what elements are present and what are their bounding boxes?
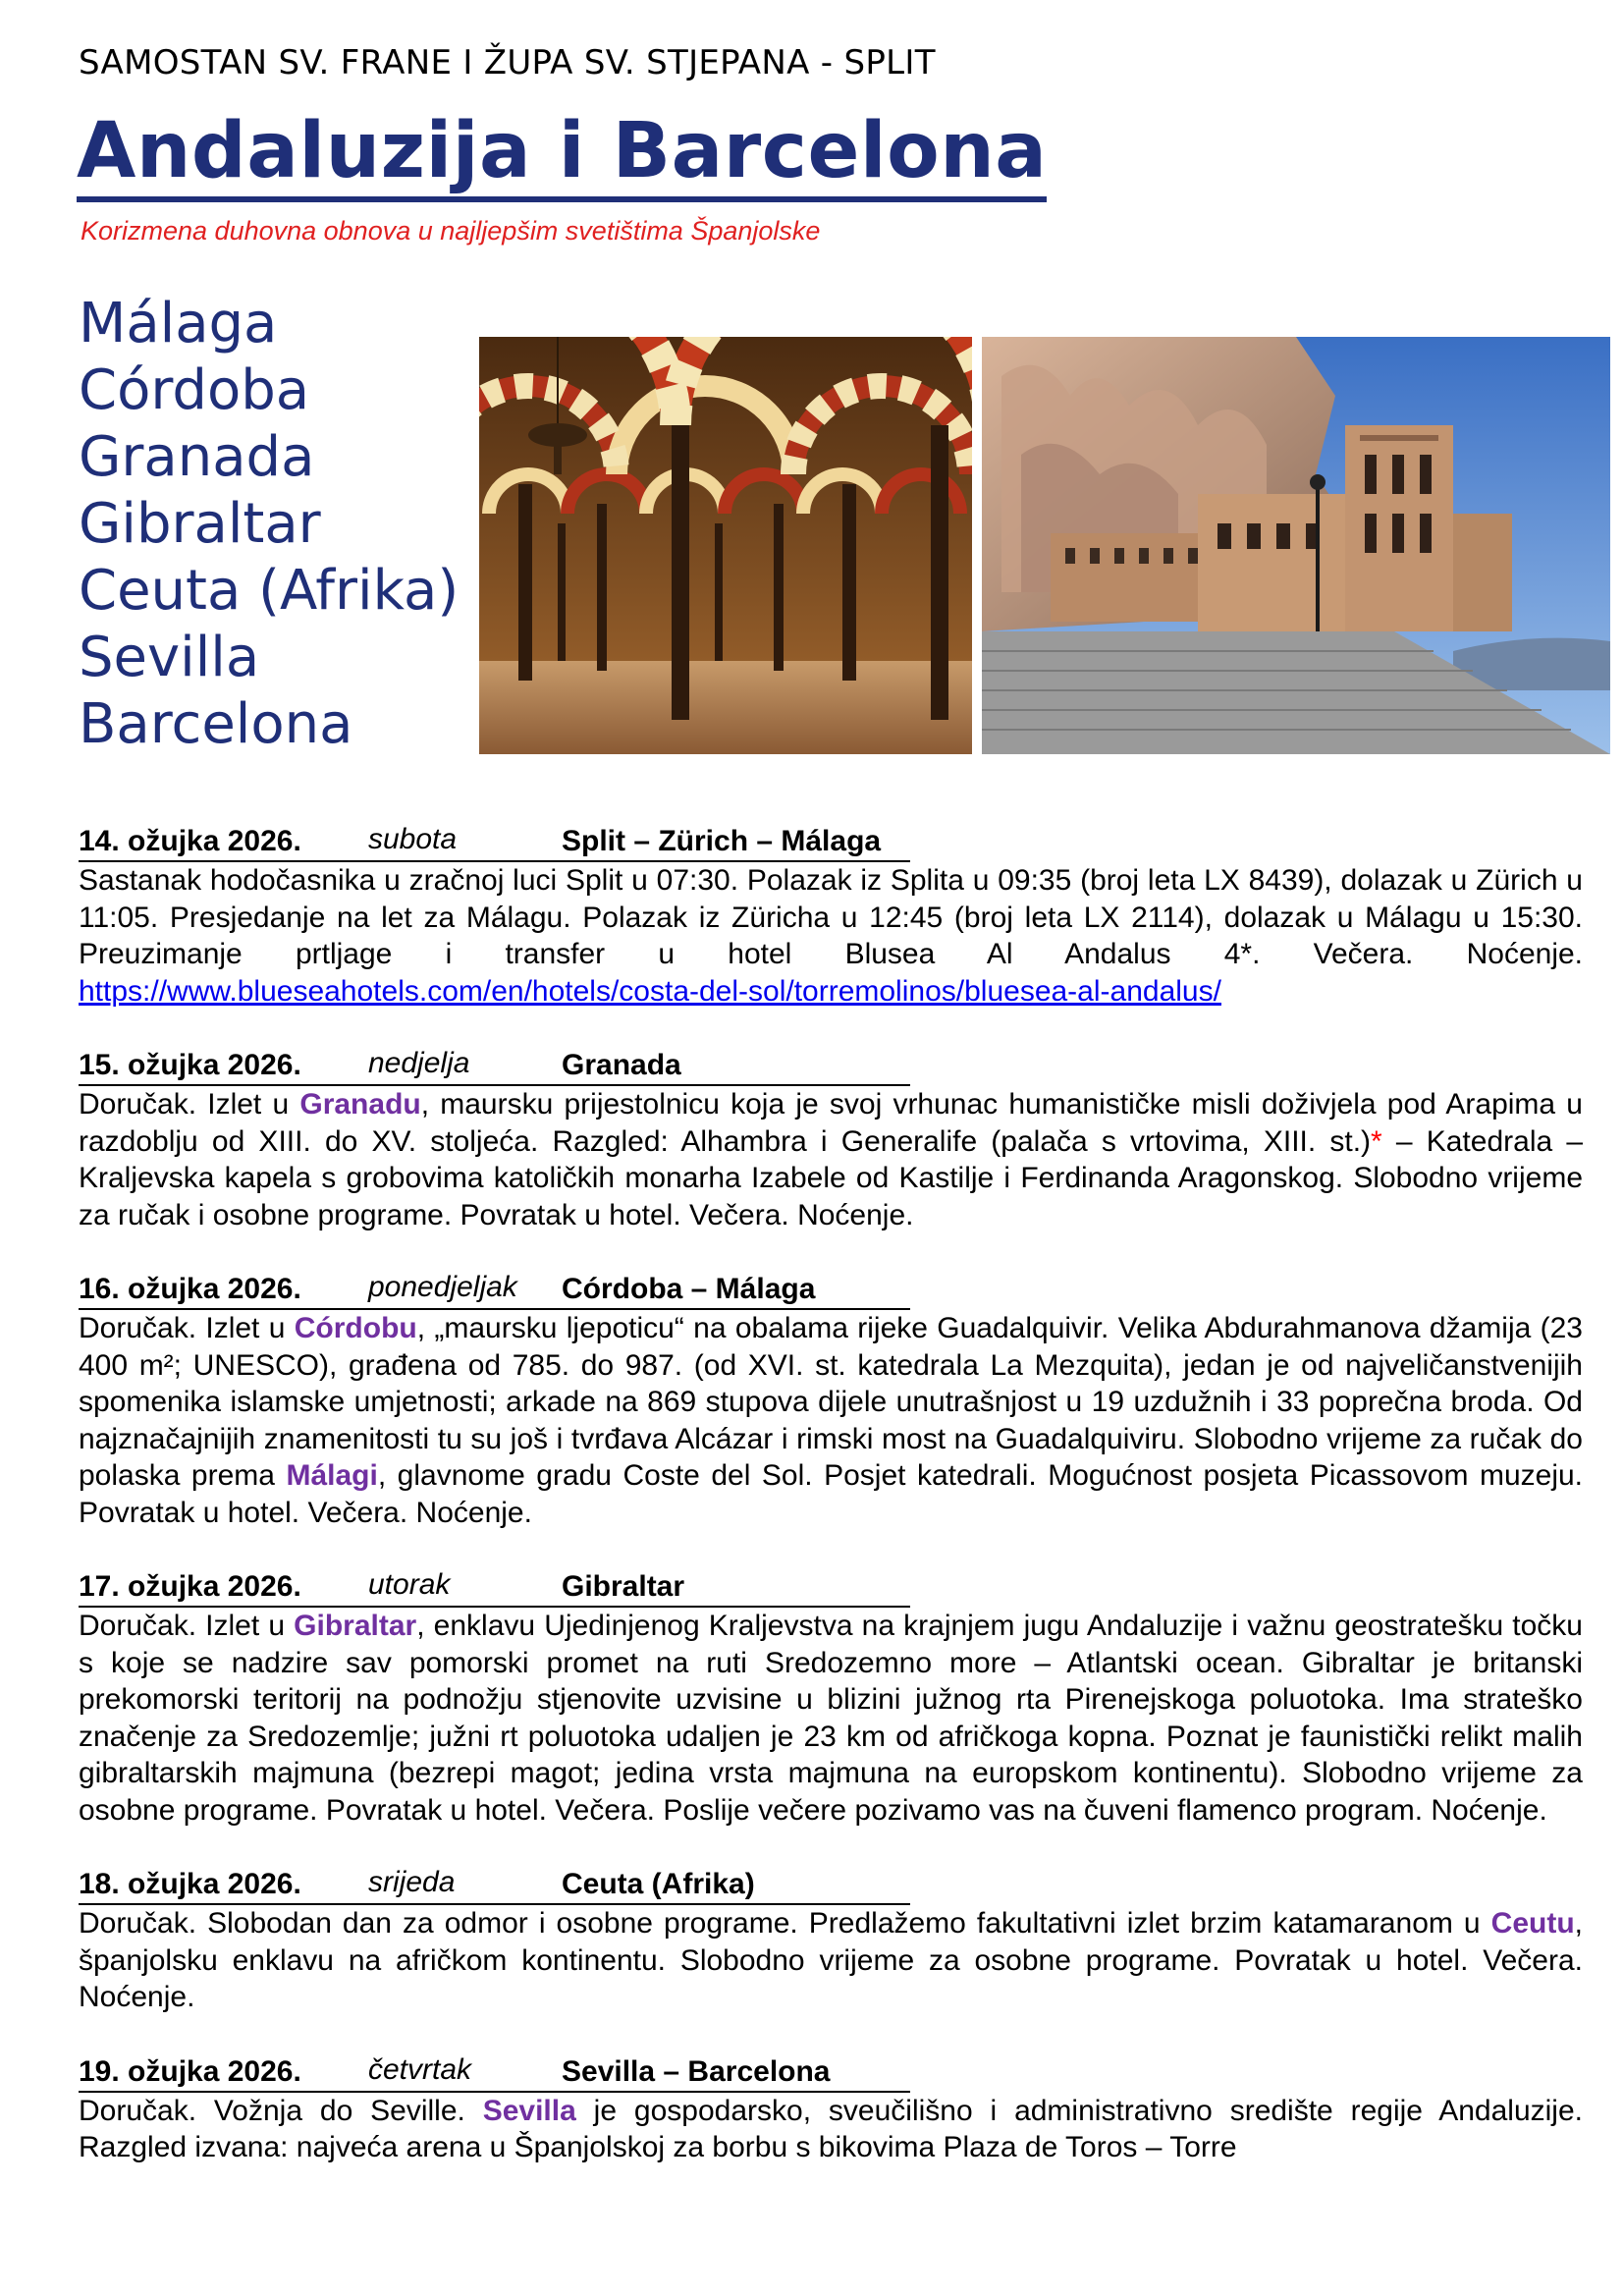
text-run: , maursku prijestolnicu koja je svoj vrhunac humanističke misli doživjela pod Arapima u razdoblju od XIII. do XV. stoljeća. Razgled: Alhambra i Generalife (palača s vrtovima, XIII. st.) (79, 1088, 1583, 1158)
day-route: Split – Zürich – Málaga (562, 825, 882, 857)
text-run: Doručak. Izlet u (79, 1088, 300, 1121)
day-header (79, 1866, 910, 1905)
hotel-link[interactable]: https://www.blueseahotels.com/en/hotels/costa-del-sol/torremolinos/bluesea-al-andalus/ (79, 974, 1221, 1008)
day-section (79, 823, 1583, 1010)
day-header (79, 823, 910, 862)
text-run: Doručak. Vožnja do Seville. (79, 2094, 483, 2127)
day-route: Granada (562, 1049, 681, 1081)
highlight-place: Córdobu (294, 1312, 417, 1344)
day-date: 14. ožujka 2026. (79, 825, 301, 857)
text-run: Doručak. Slobodan dan za odmor i osobne programe. Predlažemo fakultativni izlet brzim katamaranom u (79, 1907, 1491, 1940)
city-list (79, 291, 459, 758)
city-item: Córdoba (79, 358, 310, 422)
text-run: , glavnome gradu Coste del Sol. Posjet katedrali. Mogućnost posjeta Picassovom muzeju. Povratak u hotel. Večera. Noćenje. (79, 1459, 1584, 1529)
city-item: Granada (79, 425, 315, 489)
text-run: Doručak. Izlet u (79, 1610, 295, 1642)
day-header (79, 1047, 910, 1086)
day-header (79, 1568, 910, 1608)
city-item: Sevilla (79, 626, 260, 689)
page-subtitle: Korizmena duhovna obnova u najljepšim svetištima Španjolske (81, 216, 821, 246)
day-date: 19. ožujka 2026. (79, 2054, 301, 2088)
day-route: Córdoba – Málaga (562, 1273, 816, 1305)
itinerary (79, 823, 1583, 2204)
city-item: Ceuta (Afrika) (79, 559, 460, 623)
city-item: Barcelona (79, 692, 353, 756)
day-section (79, 1047, 1583, 1233)
day-header (79, 2053, 910, 2093)
day-section (79, 2053, 1583, 2166)
text-run: , enklavu Ujedinjenog Kraljevstva na krajnjem jugu Andaluzije i važnu geostratešku točku s koje se nadzire sav pomorski promet na ruti Sredozemno more – Atlantski ocean. Gibraltar je britanski prekomorski teritorij na podnožju stjenovite uzvisine u blizini južnog rta Pirenejskoga poluotoka. Ima strateško značenje za Sredozemlje; južni rt poluotoka udaljen je 23 km od afričkoga kopna. Poznat je faunistički relikt malih gibraltarskih majmuna (bezrepi magot; jedina vrsta majmuna na europskom kontinentu). Slobodno vrijeme za osobne programe. Povratak u hotel. Večera. Poslije večere pozivamo vas na čuveni flamenco program. Noćenje. (79, 1610, 1583, 1827)
day-weekday: ponedjeljak (368, 1271, 517, 1303)
day-route: Ceuta (Afrika) (562, 1868, 755, 1900)
footnote-marker: * (1371, 1124, 1382, 1158)
day-description (79, 2093, 1583, 2166)
day-date: 17. ožujka 2026. (79, 1570, 301, 1603)
day-date: 18. ožujka 2026. (79, 1868, 301, 1900)
day-section (79, 1568, 1583, 1829)
text-run: je gospodarsko, sveučilišno i administrativno središte regije Andaluzije. Razgled izvana: najveća arena u Španjolskoj za borbu s bikovima Plaza de Toros – Torre (79, 2094, 1583, 2163)
day-description (79, 1905, 1583, 2016)
day-header (79, 1271, 910, 1310)
text-run: Doručak. Izlet u (79, 1312, 295, 1344)
day-weekday: utorak (368, 1568, 451, 1601)
text-run: , „maursku ljepoticu“ na obalama rijeke Guadalquivir. Velika Abdurahmanova džamija (23 400 m²; UNESCO), građena od 785. do 987. (od XVI. st. katedrala La Mezquita), jedan je od najveličanstvenijih spomenika islamske umjetnosti; arkade na 869 stupova dijele unutrašnjost u 19 uzdužnih i 33 poprečna broda. Od najznačajnijih znamenitosti tu su još i tvrđava Alcázar i rimski most na Guadalquiviru. Slobodno vrijeme za ručak do polaska prema (79, 1312, 1583, 1492)
highlight-place: Málagi (286, 1459, 378, 1492)
day-section (79, 1271, 1583, 1531)
day-description (79, 1086, 1583, 1233)
day-description (79, 862, 1583, 1010)
day-date: 15. ožujka 2026. (79, 1049, 301, 1081)
day-weekday: subota (368, 823, 458, 855)
highlight-place: Gibraltar (294, 1610, 417, 1642)
day-section (79, 1866, 1583, 2016)
day-date: 16. ožujka 2026. (79, 1273, 301, 1305)
city-item: Gibraltar (79, 492, 321, 556)
day-description (79, 1310, 1583, 1531)
organization-header: SAMOSTAN SV. FRANE I ŽUPA SV. STJEPANA - SPLIT (79, 43, 936, 82)
text-run: Sastanak hodočasnika u zračnoj luci Split u 07:30. Polazak iz Splita u 09:35 (broj leta LX 8439), dolazak u Zürich u 11:05. Presjedanje na let za Málagu. Polazak iz Züricha u 12:45 (broj leta LX 2114), dolazak u Málagu u 15:30. Preuzimanje prtljage i transfer u hotel Blusea Al Andalus 4*. Večera. Noćenje. (79, 864, 1583, 970)
text-run: – Katedrala – Kraljevska kapela s grobovima katoličkih monarha Izabele od Kastilje i Ferdinanda Aragonskog. Slobodno vrijeme za ručak i osobne programe. Povratak u hotel. Večera. Noćenje. (79, 1124, 1584, 1231)
day-weekday: srijeda (368, 1866, 456, 1898)
city-item: Málaga (79, 292, 278, 355)
mezquita-photo (479, 337, 972, 754)
day-route: Sevilla – Barcelona (562, 2054, 831, 2088)
day-weekday: nedjelja (368, 1047, 470, 1079)
day-weekday: četvrtak (368, 2052, 472, 2086)
highlight-place: Sevilla (482, 2094, 576, 2127)
text-run: , španjolsku enklavu na afričkom kontinentu. Slobodno vrijeme za osobne programe. Povratak u hotel. Večera. Noćenje. (79, 1907, 1583, 2013)
page-title: Andaluzija i Barcelona (77, 106, 1047, 202)
day-route: Gibraltar (562, 1570, 685, 1603)
highlight-place: Granadu (299, 1088, 421, 1121)
highlight-place: Ceutu (1490, 1907, 1575, 1940)
day-description (79, 1608, 1583, 1829)
montserrat-photo (982, 337, 1610, 754)
